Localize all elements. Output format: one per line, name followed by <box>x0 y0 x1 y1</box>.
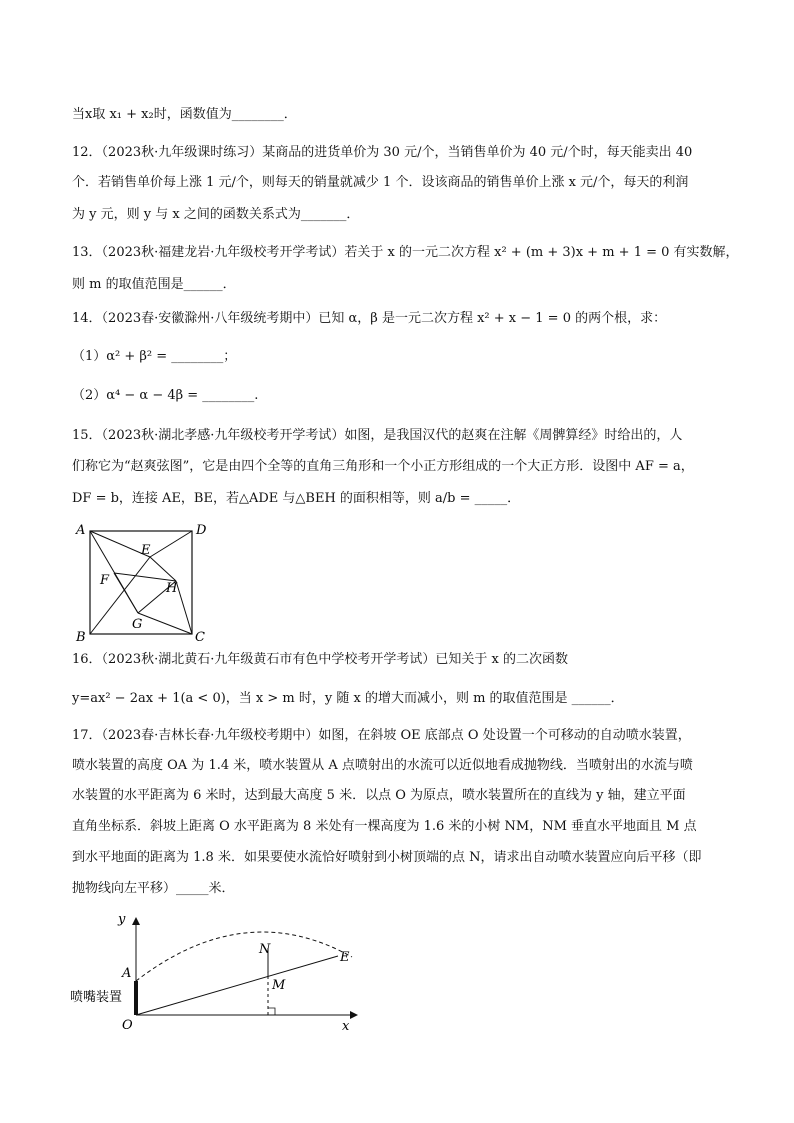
question-17-line-5: 到水平地面的距离为 1.8 米．如果要使水流恰好喷射到小树顶端的点 N，请求出自动喷水装置应向后平移（即 <box>72 850 702 865</box>
label-M: M <box>272 978 286 993</box>
x-axis-arrow-icon <box>350 1011 358 1019</box>
question-15-line-3: DF = b，连接 AE，BE，若△ADE 与△BEH 的面积相等，则 a/b = _____． <box>72 491 521 506</box>
label-A: A <box>76 523 86 538</box>
question-15-line-1: 15．（2023秋·湖北孝感·九年级校考开学考试）如图，是我国汉代的赵爽在注解《周髀算经》时给出的，人 <box>72 428 683 443</box>
segment-FG <box>114 573 138 613</box>
segment-EH <box>150 557 176 581</box>
label-H: H <box>166 581 178 596</box>
label-A: A <box>122 966 132 981</box>
question-15-line-2: 们称它为“赵爽弦图”，它是由四个全等的直角三角形和一个小正方形组成的一个大正方形．设图中 AF = a， <box>72 459 694 474</box>
answer-line-11: 当x取 x₁ + x₂时，函数值为________． <box>72 107 297 122</box>
label-O: O <box>122 1018 133 1033</box>
y-axis-arrow-icon <box>132 917 140 925</box>
question-17-line-6: 抛物线向左平移）_____米． <box>72 881 235 896</box>
question-14-part-2: （2）α⁴ − α − 4β = ________. <box>72 388 259 403</box>
label-C: C <box>195 630 205 645</box>
figure-sprinkler-slope <box>70 905 370 1035</box>
figure-zhao-shuang-diagram <box>72 520 212 645</box>
question-13-line-2: 则 m 的取值范围是______． <box>72 277 236 292</box>
segment-ED <box>150 531 192 557</box>
question-16-line-1: 16．（2023秋·湖北黄石·九年级黄石市有色中学校考开学考试）已知关于 x 的二次函数 <box>72 652 568 667</box>
water-parabola <box>136 932 352 981</box>
question-13-line-1: 13．（2023秋·福建龙岩·九年级校考开学考试）若关于 x 的一元二次方程 x² + (m + 3)x + m + 1 = 0 有实数解， <box>72 245 739 260</box>
right-angle-mark <box>268 1008 275 1015</box>
question-12-line-1: 12．（2023秋·九年级课时练习）某商品的进货单价为 30 元/个，当销售单价为 40 元/个时，每天能卖出 40 <box>72 145 693 160</box>
question-17-line-4: 直角坐标系．斜坡上距离 O 水平距离为 8 米处有一棵高度为 1.6 米的小树 NM，NM 垂直水平地面且 M 点 <box>72 819 697 834</box>
question-12-line-3: 为 y 元，则 y 与 x 之间的函数关系式为_______． <box>72 207 360 222</box>
label-G: G <box>132 617 143 632</box>
label-E: E <box>141 543 151 558</box>
label-x: x <box>342 1019 350 1034</box>
label-sprinkler-device: 喷嘴装置 <box>70 990 123 1005</box>
label-D: D <box>196 523 207 538</box>
question-14-line-1: 14．（2023春·安徽滁州·八年级统考期中）已知 α，β 是一元二次方程 x² + x − 1 = 0 的两个根，求： <box>72 311 667 326</box>
label-y: y <box>118 912 126 927</box>
question-14-part-1: （1）α² + β² = ________； <box>72 349 237 364</box>
label-N: N <box>259 942 271 957</box>
question-16-line-2: y=ax² − 2ax + 1(a < 0)，当 x > m 时，y 随 x 的增大而减小，则 m 的取值范围是 ______． <box>72 691 624 706</box>
segment-HC <box>176 581 192 634</box>
segment-FH <box>114 573 176 581</box>
question-17-line-3: 水装置的水平距离为 6 米时，达到最大高度 5 米．以点 O 为原点，喷水装置所在的直线为 y 轴，建立平面 <box>72 788 686 803</box>
question-17-line-2: 喷水装置的高度 OA 为 1.4 米，喷水装置从 A 点喷射出的水流可以近似地看成抛物线．当喷射出的水流与喷 <box>72 758 693 773</box>
slope-OE <box>136 956 338 1015</box>
question-12-line-2: 个．若销售单价每上涨 1 元/个，则每天的销量就减少 1 个．设该商品的销售单价上涨 x 元/个，每天的利润 <box>72 175 689 190</box>
question-17-line-1: 17．（2023春·吉林长春·九年级校考期中）如图，在斜坡 OE 底部点 O 处设置一个可移动的自动喷水装置， <box>72 728 691 743</box>
label-B: B <box>76 630 86 645</box>
segment-GC <box>138 613 192 634</box>
label-F: F <box>100 573 110 588</box>
label-E: E <box>340 950 350 965</box>
